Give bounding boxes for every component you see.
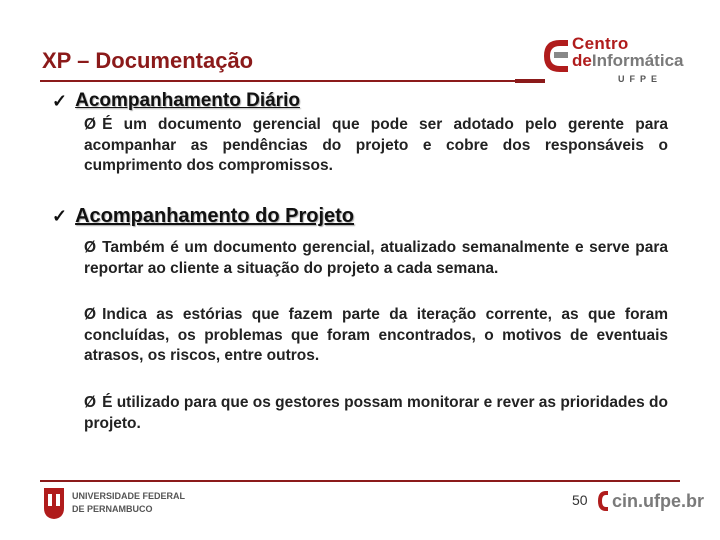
logo-line3: UFPE [618,74,663,84]
paragraph-1-1 [84,115,668,177]
paragraph-text: É utilizado para que os gestores possam monitorar e rever as prioridades do projeto. [84,394,668,432]
paragraph-text: É um documento gerencial que pode ser adotado pelo gerente para acompanhar as pendências do projeto e cobre dos responsáveis o cumprimento dos compromissos. [84,116,668,174]
section-heading-1 [52,90,300,112]
logo-line1: Centro [572,34,629,53]
logo-line2-main: Informática [591,51,684,70]
footer-divider [40,480,680,482]
arrow-bullet-icon: Ø [84,239,97,256]
page-number: 50 [572,492,588,508]
site-url[interactable]: cin.ufpe.br [612,490,705,511]
paragraph-text: Também é um documento gerencial, atualizado semanalmente e serve para reportar ao cliente a situação do projeto a cada semana. [84,239,668,277]
paragraph-text: Indica as estórias que fazem parte da iteração corrente, as que foram concluídas, os problemas que foram encontrados, o motivos de eventuais atrasos, os riscos, entre outros. [84,306,668,364]
arrow-bullet-icon: Ø [84,306,97,323]
ufpe-crest-icon [42,486,66,520]
cin-site [596,486,704,516]
univ-line2: DE PERNAMBUCO [72,504,153,514]
cin-mini-logo-icon [596,488,608,514]
check-icon: ✓ [52,90,68,111]
check-icon: ✓ [52,206,68,226]
paragraph-2-1 [84,238,668,279]
title-divider [40,80,515,82]
cin-logo-mark-icon [540,36,570,76]
section-heading-2-text: Acompanhamento do Projeto [75,205,354,227]
slide-title: XP – Documentação [42,48,254,73]
section-heading-2 [52,205,354,228]
paragraph-2-2 [84,305,668,367]
ufpe-logo [42,486,186,522]
cin-logo [540,34,690,86]
arrow-bullet-icon: Ø [84,394,97,411]
paragraph-2-3 [84,393,668,434]
arrow-bullet-icon: Ø [84,116,97,133]
logo-line2-prefix: de [572,51,592,70]
univ-line1: UNIVERSIDADE FEDERAL [72,491,186,501]
section-heading-1-text: Acompanhamento Diário [75,90,300,111]
logo-line2 [572,51,683,71]
